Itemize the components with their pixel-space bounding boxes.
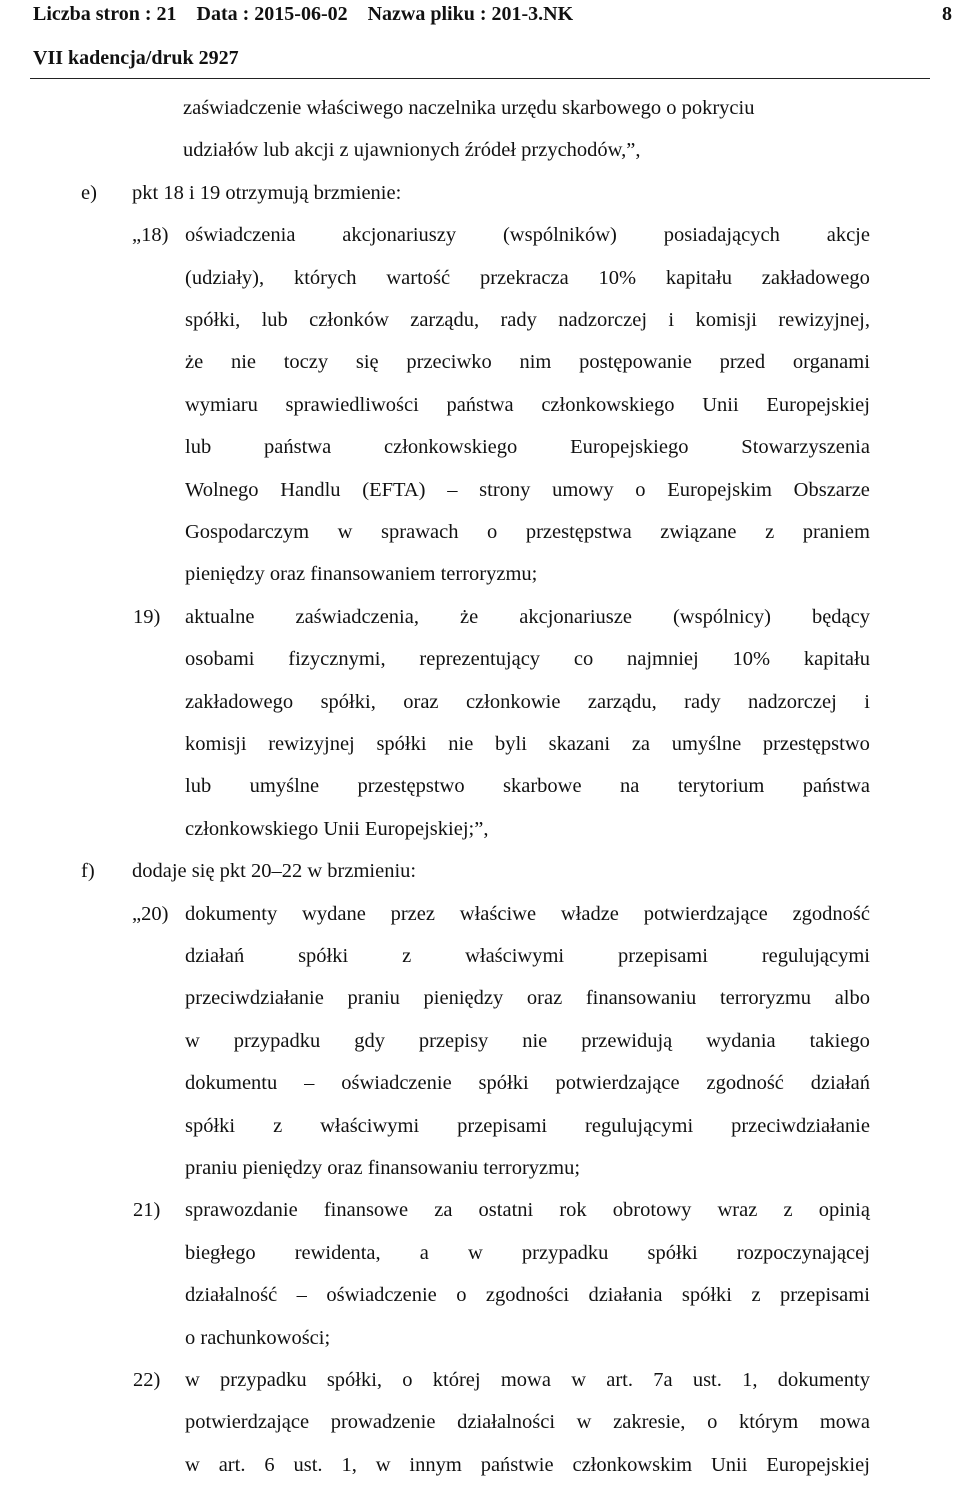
item-21-line: sprawozdanie finansowe za ostatni rok obrotowy wraz z opinią [185, 1199, 870, 1222]
pages-label: Liczba stron : [33, 3, 152, 25]
item-20-line: dokumentu – oświadczenie spółki potwierdzające zgodność działań [185, 1072, 870, 1095]
item-19-line: osobami fizycznymi, reprezentujący co najmniej 10% kapitału [185, 648, 870, 671]
item-18-line: oświadczenia akcjonariuszy (wspólników) posiadających akcje [185, 224, 870, 247]
file-value: 201-3.NK [491, 3, 574, 25]
item-18-line: spółki, lub członków zarządu, rady nadzorczej i komisji rewizyjnej, [185, 309, 870, 331]
page-number: 8 [942, 3, 952, 25]
item-19-line: zakładowego spółki, oraz członkowie zarządu, rady nadzorczej i [185, 690, 870, 713]
item-20-line: w przypadku gdy przepisy nie przewidują wydania takiego [185, 1029, 870, 1052]
item-22-line: w przypadku spółki, o której mowa w art. 7a ust. 1, dokumenty [185, 1369, 870, 1391]
point-e-text: pkt 18 i 19 otrzymują brzmienie: [132, 181, 402, 204]
item-22-line: w art. 6 ust. 1, w innym państwie członkowskim Unii Europejskiej [185, 1453, 870, 1476]
item-21-line: biegłego rewidenta, a w przypadku spółki rozpoczynającej [185, 1241, 870, 1264]
item-19-line: członkowskiego Unii Europejskiej;”, [185, 817, 489, 840]
item-18-line: (udziały), których wartość przekracza 10% kapitału zakładowego [185, 266, 870, 289]
item-18-label: „18) [132, 224, 169, 247]
item-18-line: że nie toczy się przeciwko nim postępowanie przed organami [185, 351, 870, 374]
item-21-line: działalność – oświadczenie o zgodności działania spółki z przepisami [185, 1284, 870, 1307]
item-18-line: pieniędzy oraz finansowaniem terroryzmu; [185, 563, 538, 586]
point-f-label: f) [81, 860, 95, 883]
item-18-line: wymiaru sprawiedliwości państwa członkowskiego Unii Europejskiej [185, 393, 870, 416]
intro-line: zaświadczenie właściwego naczelnika urzędu skarbowego o pokryciu [183, 97, 755, 119]
item-19-line: komisji rewizyjnej spółki nie byli skazani za umyślne przestępstwo [185, 733, 870, 755]
item-20-line: praniu pieniędzy oraz finansowaniu terroryzmu; [185, 1157, 581, 1179]
date-value: 2015-06-02 [254, 3, 348, 25]
item-22-label: 22) [133, 1369, 161, 1391]
item-20-line: przeciwdziałanie praniu pieniędzy oraz finansowaniu terroryzmu albo [185, 987, 870, 1010]
item-21-label: 21) [133, 1199, 161, 1222]
file-label: Nazwa pliku : [367, 3, 487, 25]
item-19-line: aktualne zaświadczenia, że akcjonariusze (wspólnicy) będący [185, 605, 870, 628]
item-20-label: „20) [132, 902, 169, 925]
item-18-line: Gospodarczym w sprawach o przestępstwa związane z praniem [185, 521, 870, 543]
item-19-label: 19) [133, 605, 161, 628]
pages-value: 21 [156, 3, 177, 25]
item-18-line: lub państwa członkowskiego Europejskiego Stowarzyszenia [185, 436, 870, 459]
item-18-line: Wolnego Handlu (EFTA) – strony umowy o Europejskim Obszarze [185, 478, 870, 501]
point-f-text: dodaje się pkt 20–22 w brzmieniu: [132, 860, 417, 883]
item-19-line: lub umyślne przestępstwo skarbowe na terytorium państwa [185, 775, 870, 798]
date-label: Data : [196, 3, 250, 25]
item-22-line: potwierdzające prowadzenie działalności w zakresie, o którym mowa [185, 1411, 870, 1434]
header-divider [30, 78, 930, 79]
item-20-line: dokumenty wydane przez właściwe władze potwierdzające zgodność [185, 902, 870, 925]
intro-line: udziałów lub akcji z ujawnionych źródeł przychodów,”, [183, 139, 641, 162]
item-21-line: o rachunkowości; [185, 1326, 331, 1349]
item-20-line: działań spółki z właściwymi przepisami regulującymi [185, 945, 870, 967]
item-20-line: spółki z właściwymi przepisami regulującymi przeciwdziałanie [185, 1114, 870, 1137]
point-e-label: e) [81, 181, 97, 204]
header-meta [33, 0, 573, 28]
term-print: VII kadencja/druk 2927 [33, 47, 239, 69]
document-header [0, 0, 960, 80]
